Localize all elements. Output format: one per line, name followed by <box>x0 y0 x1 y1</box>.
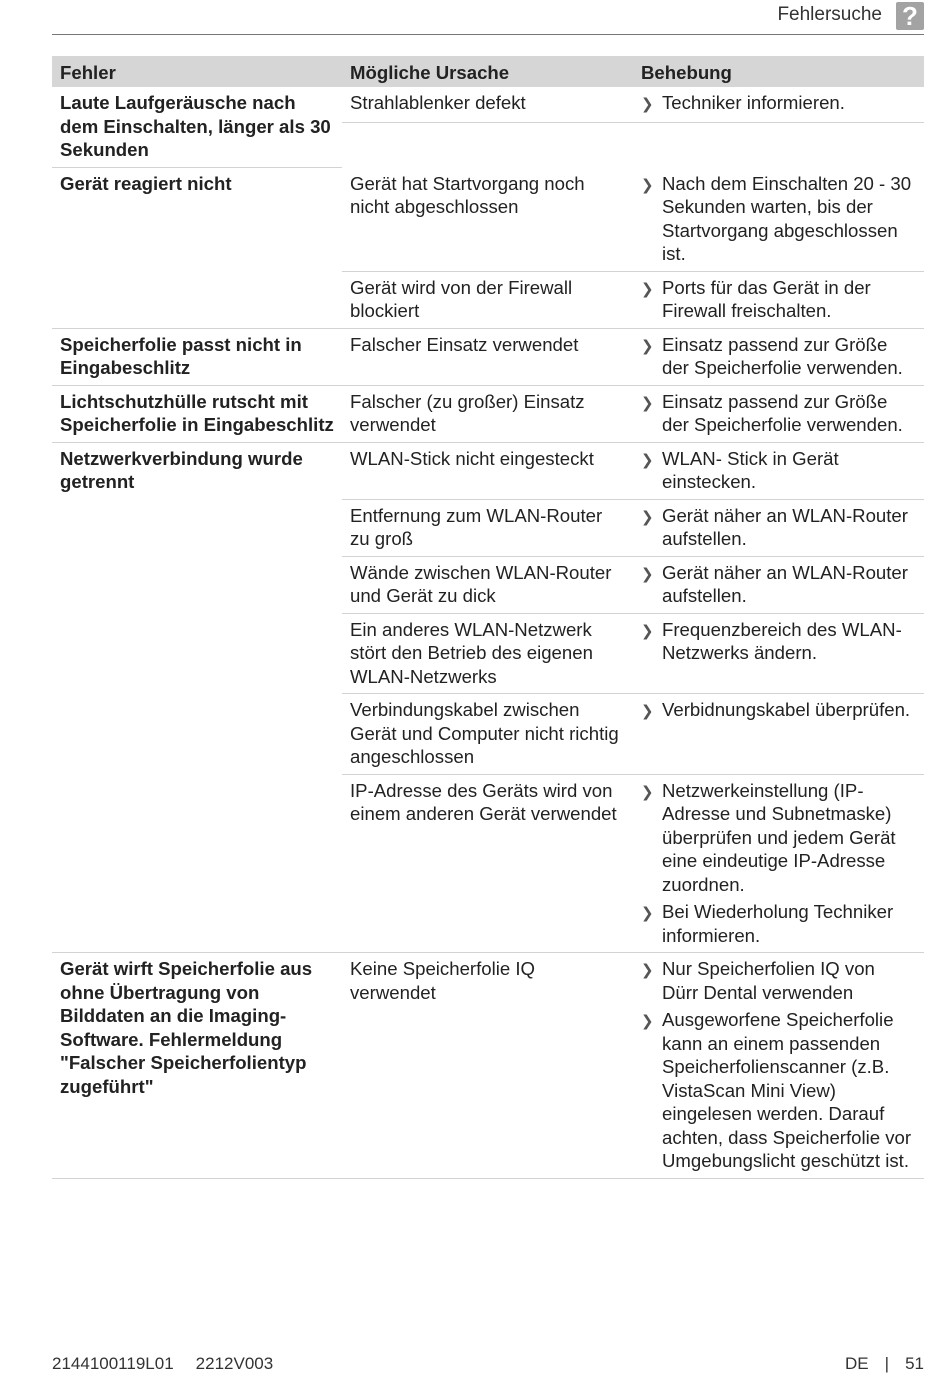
remedy-text: Netzwerkeinstellung (IP-Adresse und Subnetmaske) überprüfen und jedem Gerät eine eindeutige IP-Adresse zuordnen. <box>662 779 896 895</box>
remedy-text: WLAN- Stick in Gerät einstecken. <box>662 447 839 492</box>
fault-text: Lichtschutzhülle rutscht mit Speicherfolie in Eingabeschlitz <box>60 390 334 435</box>
cause-text: Gerät wird von der Firewall blockiert <box>350 276 573 321</box>
help-question-icon: ? <box>896 2 924 30</box>
column-header-remedy: Behebung <box>641 61 732 83</box>
cause-row <box>342 500 924 557</box>
cause-row <box>342 168 924 272</box>
chevron-right-icon: ❯ <box>641 565 654 583</box>
cause-row <box>342 953 924 1179</box>
cause-text: IP-Adresse des Geräts wird von einem anderen Gerät verwendet <box>350 779 617 824</box>
remedy-item <box>641 694 924 729</box>
language-code: DE <box>845 1354 869 1373</box>
fault-cell <box>52 168 342 329</box>
page-footer-right <box>845 1354 924 1374</box>
remedy-cell <box>633 500 924 556</box>
table-header <box>52 56 924 87</box>
cause-list <box>342 87 924 168</box>
fault-text: Netzwerkverbindung wurde getrennt <box>60 447 303 492</box>
section-title: Fehlersuche <box>777 4 882 25</box>
chevron-right-icon: ❯ <box>641 962 654 979</box>
remedy-item <box>641 953 924 1004</box>
remedy-text: Frequenzbereich des WLAN-Netzwerks ändern. <box>662 618 902 663</box>
cause-cell <box>342 775 633 953</box>
chevron-right-icon: ❯ <box>641 394 654 412</box>
fault-cell <box>52 87 342 168</box>
cause-text: Ein anderes WLAN-Netzwerk stört den Betrieb des eigenen WLAN-Netzwerks <box>350 618 593 687</box>
remedy-cell <box>633 557 924 613</box>
remedy-cell <box>633 953 924 1178</box>
remedy-text: Einsatz passend zur Größe der Speicherfolie verwenden. <box>662 333 903 378</box>
cause-text: Wände zwischen WLAN-Router und Gerät zu dick <box>350 561 612 606</box>
remedy-cell <box>633 329 924 385</box>
chevron-right-icon: ❯ <box>641 337 654 355</box>
remedy-item <box>641 329 924 385</box>
fault-text: Gerät wirft Speicherfolie aus ohne Übertragung von Bilddaten an die Imaging-Software. Fehlermeldung "Falscher Speicherfolientyp zugeführt" <box>60 958 313 1097</box>
cause-row <box>342 87 924 123</box>
remedy-text: Ausgeworfene Speicherfolie kann an einem passenden Speicherfolienscanner (z.B. VistaScan Mini View) eingelesen werden. Darauf achten, dass Speicherfolie vor Umgebungslicht geschützt ist. <box>662 1009 912 1171</box>
table-row <box>52 168 924 329</box>
cause-text: Entfernung zum WLAN-Router zu groß <box>350 504 603 549</box>
cause-cell <box>342 329 633 385</box>
fault-text: Speicherfolie passt nicht in Eingabeschlitz <box>60 333 302 378</box>
troubleshooting-table <box>52 56 924 1179</box>
remedy-text: Ports für das Gerät in der Firewall freischalten. <box>662 276 871 321</box>
cause-list <box>342 168 924 329</box>
remedy-text: Nur Speicherfolien IQ von Dürr Dental verwenden <box>662 958 875 1003</box>
fault-cell <box>52 329 342 386</box>
cause-cell <box>342 168 633 271</box>
remedy-item <box>641 775 924 897</box>
cause-row <box>342 386 924 443</box>
chevron-right-icon: ❯ <box>641 96 654 113</box>
page-footer-left <box>52 1354 295 1374</box>
remedy-cell <box>633 694 924 774</box>
cause-cell <box>342 953 633 1178</box>
cause-text: Gerät hat Startvorgang noch nicht abgeschlossen <box>350 172 585 217</box>
remedy-text: Nach dem Einschalten 20 - 30 Sekunden warten, bis der Startvorgang abgeschlossen ist. <box>662 172 912 264</box>
remedy-cell <box>633 386 924 442</box>
cause-cell <box>342 272 633 328</box>
remedy-cell <box>633 775 924 953</box>
table-body <box>52 87 924 1179</box>
cause-row <box>342 614 924 695</box>
cause-row <box>342 443 924 500</box>
fault-text: Gerät reagiert nicht <box>60 172 232 194</box>
chevron-right-icon: ❯ <box>641 622 654 640</box>
chevron-right-icon: ❯ <box>641 280 654 298</box>
remedy-cell <box>633 443 924 499</box>
remedy-text: Gerät näher an WLAN-Router aufstellen. <box>662 504 908 549</box>
cause-text: Verbindungskabel zwischen Gerät und Computer nicht richtig angeschlossen <box>350 699 619 767</box>
remedy-item <box>641 896 924 952</box>
chevron-right-icon: ❯ <box>641 703 654 720</box>
remedy-cell <box>633 272 924 328</box>
remedy-item <box>641 443 924 499</box>
page-header <box>52 0 924 35</box>
document-number: 2144100119L01 <box>52 1354 174 1373</box>
cause-cell <box>342 443 633 499</box>
document-version: 2212V003 <box>195 1354 274 1373</box>
fault-cell <box>52 386 342 443</box>
cause-cell <box>342 386 633 442</box>
remedy-cell <box>633 168 924 271</box>
cause-cell <box>342 614 633 694</box>
remedy-cell <box>633 87 924 122</box>
cause-row <box>342 557 924 614</box>
cause-text: Keine Speicherfolie IQ verwendet <box>350 958 536 1003</box>
remedy-text: Verbidnungskabel überprüfen. <box>662 699 911 720</box>
remedy-cell <box>633 614 924 694</box>
cause-list <box>342 386 924 443</box>
cause-cell <box>342 694 633 774</box>
cause-row <box>342 775 924 954</box>
cause-cell <box>342 500 633 556</box>
cause-cell <box>342 87 633 122</box>
cause-text: WLAN-Stick nicht eingesteckt <box>350 447 594 469</box>
table-row <box>52 953 924 1179</box>
table-row <box>52 443 924 954</box>
chevron-right-icon: ❯ <box>641 451 654 469</box>
remedy-item <box>641 168 924 271</box>
cause-row <box>342 694 924 775</box>
chevron-right-icon: ❯ <box>641 783 654 801</box>
chevron-right-icon: ❯ <box>641 508 654 526</box>
remedy-item <box>641 614 924 670</box>
footer-separator: | <box>884 1354 890 1373</box>
remedy-item <box>641 557 924 613</box>
table-row <box>52 386 924 443</box>
cause-list <box>342 443 924 954</box>
cause-list <box>342 953 924 1179</box>
cause-cell <box>342 557 633 613</box>
column-header-fault: Fehler <box>60 61 116 83</box>
chevron-right-icon: ❯ <box>641 176 654 194</box>
remedy-item <box>641 500 924 556</box>
remedy-item <box>641 1004 924 1178</box>
remedy-item <box>641 87 924 122</box>
cause-row <box>342 329 924 386</box>
remedy-text: Techniker informieren. <box>662 92 845 113</box>
cause-text: Falscher Einsatz verwendet <box>350 333 579 355</box>
page-number: 51 <box>905 1354 924 1373</box>
remedy-item <box>641 386 924 442</box>
table-row <box>52 87 924 168</box>
cause-row <box>342 272 924 329</box>
fault-cell <box>52 443 342 954</box>
chevron-right-icon: ❯ <box>641 905 654 922</box>
fault-cell <box>52 953 342 1179</box>
column-header-cause: Mögliche Ursache <box>350 61 510 83</box>
remedy-text: Bei Wiederholung Techniker informieren. <box>662 901 894 946</box>
table-row <box>52 329 924 386</box>
remedy-text: Gerät näher an WLAN-Router aufstellen. <box>662 561 908 606</box>
cause-text: Strahlablenker defekt <box>350 92 526 113</box>
cause-text: Falscher (zu großer) Einsatz verwendet <box>350 390 585 435</box>
remedy-item <box>641 272 924 328</box>
chevron-right-icon: ❯ <box>641 1013 654 1030</box>
remedy-text: Einsatz passend zur Größe der Speicherfolie verwenden. <box>662 390 903 435</box>
fault-text: Laute Laufgeräusche nach dem Einschalten, länger als 30 Sekunden <box>60 92 331 160</box>
cause-list <box>342 329 924 386</box>
